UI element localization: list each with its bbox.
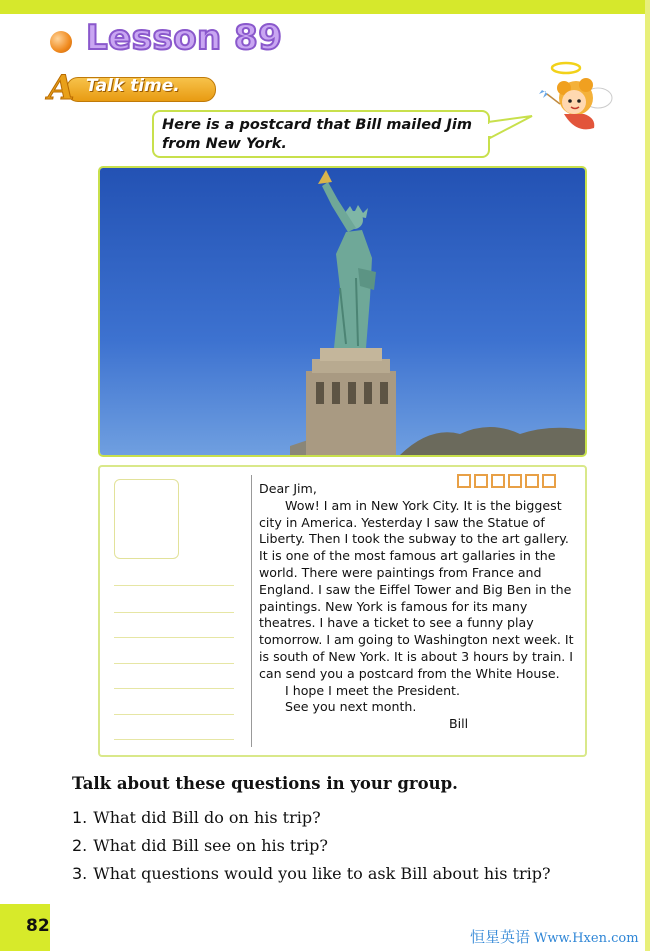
stamp-box [114,479,179,559]
page-number: 82 [26,916,50,936]
postcard [98,465,587,757]
address-line [114,585,234,586]
address-line [114,714,234,715]
statue-of-liberty-photo [98,166,587,457]
bubble-line-2: from New York. [162,136,287,152]
postcard-divider [251,475,252,747]
postcard-letter [259,481,579,733]
address-line [114,739,234,740]
lesson-title: Lesson 89 [86,18,283,58]
question-text: What did Bill do on his trip? [93,808,321,827]
letter-line-hope: I hope I meet the President. [285,682,460,698]
question-item [72,864,551,883]
top-color-bar [0,0,650,14]
question-number: 1. [72,808,88,827]
question-item [72,808,321,827]
cartoon-angel-icon [534,58,620,140]
watermark [470,926,639,947]
speech-bubble-tail [488,112,538,152]
bubble-line-1: Here is a postcard that Bill mailed Jim [162,117,472,133]
watermark-brand: 恒星英语 [470,928,531,946]
address-line [114,688,234,689]
speech-bubble [152,110,490,158]
question-text: What questions would you like to ask Bill about his trip? [93,864,551,883]
section-letter: A [48,68,75,108]
question-text: What did Bill see on his trip? [93,836,328,855]
orange-ball-icon [50,31,72,53]
section-title: Talk time. [86,76,180,96]
question-item [72,836,328,855]
questions-heading: Talk about these questions in your group. [72,774,458,793]
letter-body: Wow! I am in New York City. It is the biggest city in America. Yesterday I saw the Statue of Liberty. Then I took the subway to the art gallery. It is one of the most famous art gallaries in the world. There were paintings from France and England. I saw the Eiffel Tower and Big Ben in the paintings. New York is famous for its many theatres. I have a ticket to see a funny play tomorrow. I am going to Washington next week. It is south of New York. It is about 3 hours by train. I can send you a postcard from the White House. [259,497,574,681]
letter-line-see: See you next month. [285,699,417,715]
question-number: 2. [72,836,88,855]
letter-greeting: Dear Jim, [259,481,317,496]
question-number: 3. [72,864,88,883]
address-line [114,612,234,613]
side-color-bar [645,0,650,951]
address-line [114,663,234,664]
watermark-url: Www.Hxen.com [534,931,639,946]
letter-signature: Bill [449,716,469,732]
address-line [114,637,234,638]
